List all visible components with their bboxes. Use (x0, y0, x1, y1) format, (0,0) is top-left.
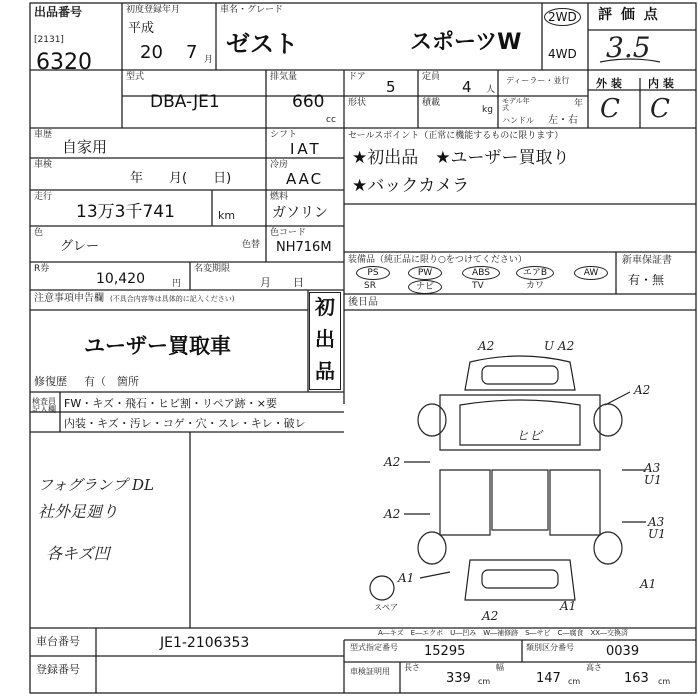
capacity-label: 定員 (422, 72, 441, 82)
displacement-label: 排気量 (270, 72, 298, 82)
mileage-label: 走行 (34, 192, 53, 202)
width: 147 (536, 671, 561, 686)
lot-code: [2131] (34, 35, 64, 45)
mark-rear-a1: A1 (560, 599, 577, 613)
equip-leather: カワ (526, 281, 545, 291)
handnote-1: フォグランプ DL (38, 476, 155, 494)
recycle-label: R券 (34, 264, 50, 274)
repair-label: 修復歴 (34, 375, 67, 388)
color-code: NH716M (276, 240, 332, 255)
stamp-char-1: 初 (315, 295, 335, 319)
spec-label: 車検証明用 (350, 667, 390, 676)
mileage: 13万3千741 (76, 202, 175, 222)
equip-tv: TV (472, 281, 484, 291)
door: 5 (386, 78, 396, 96)
mark-front-a2: A2 (478, 339, 495, 353)
name-grade-label: 車名・グレード (220, 5, 284, 15)
displacement: 660 (292, 92, 325, 112)
mark-windshield: ヒビ (516, 429, 543, 444)
mark-left-rear: A1 (398, 571, 415, 585)
handnote-3: 各キズ凹 (46, 544, 110, 563)
height: 163 (624, 671, 649, 686)
report-fw-row: FW・キズ・飛石・ヒビ割・リペア跡・×要 (64, 397, 277, 410)
mark-right-front-door: A3 U1 (644, 461, 662, 487)
rating: 3.5 (606, 31, 651, 64)
report-label: 検査員記入欄 (32, 397, 56, 414)
door-label: ドア (348, 72, 366, 82)
year-unit: 年 (574, 99, 584, 109)
equip-airbag: エアB (516, 266, 554, 280)
repair: 有（ 箇所 (84, 375, 139, 388)
exterior-label: 外 装 (596, 77, 622, 90)
model: DBA-JE1 (150, 92, 220, 112)
drive-2wd: 2WD (544, 8, 581, 26)
equip-navi: ナビ (408, 280, 442, 294)
sales-line-1: ★初出品 ★ユーザー買取り (352, 148, 570, 168)
ac: AAC (286, 170, 324, 188)
model-label: 型式 (126, 72, 145, 82)
model-year-label: モデル年式 (502, 97, 530, 112)
fuel-label: 燃料 (270, 192, 289, 202)
notes-text: ユーザー買取車 (84, 334, 231, 358)
mark-right-rear-door: A3 U1 (648, 515, 666, 541)
cc-unit: cc (326, 115, 336, 125)
mark-right-rear: A1 (640, 577, 657, 591)
rating-label: 評 価 点 (598, 7, 660, 23)
handle: 左・右 (548, 115, 578, 126)
warranty-label: 新車保証書 (622, 255, 672, 266)
fuel: ガソリン (272, 205, 328, 221)
kg-unit: kg (482, 105, 493, 115)
mark-right-front-a2: A2 (634, 383, 651, 397)
notes-label: 注意事項申告欄 (34, 293, 104, 304)
mark-left-rear-door: A2 (384, 507, 401, 521)
exterior-grade: C (600, 94, 620, 124)
drive-4wd: 4WD (548, 47, 577, 61)
capacity: 4 (462, 78, 472, 96)
load-label: 積載 (422, 98, 441, 108)
type-cert: 15295 (424, 644, 466, 659)
first-reg-label: 初度登録年月 (126, 5, 181, 15)
width-label: 幅 (496, 663, 504, 672)
interior-label: 内 装 (648, 77, 674, 90)
ac-label: 冷房 (270, 160, 289, 170)
history: 自家用 (62, 138, 108, 156)
lot-no: 6320 (36, 50, 92, 75)
first-listing-stamp (309, 292, 341, 390)
height-label: 高さ (586, 663, 602, 672)
name-change: 月 日 (260, 276, 304, 289)
stamp-char-2: 出 (315, 327, 335, 351)
rear-seat-label: 後日品 (348, 297, 378, 308)
length-label: 長さ (404, 663, 420, 672)
chassis-label: 車台番号 (36, 635, 80, 648)
yen-unit: 円 (172, 279, 182, 289)
month-unit: 月 (204, 55, 214, 65)
color: グレー (60, 239, 100, 254)
inspection: 年 月( 日) (130, 171, 232, 186)
interior-grade: C (650, 94, 670, 124)
shift: IAT (290, 140, 322, 158)
mark-rear-a2: A2 (482, 609, 499, 623)
equip-sr: SR (364, 281, 376, 291)
height-unit: cm (658, 677, 671, 686)
equip-pw: PW (408, 266, 442, 280)
shape-label: 形状 (348, 98, 367, 108)
notes-sub: (不具合内容等は具体的に記入ください) (110, 295, 235, 303)
car-body-diagram (370, 356, 646, 600)
warranty: 有・無 (628, 273, 665, 287)
sales-label: セールスポイント（正常に機能するものに限ります） (348, 131, 564, 141)
car-name: ゼスト (226, 30, 298, 58)
equip-aw: AW (574, 266, 608, 280)
history-label: 車歴 (34, 130, 53, 140)
inspection-label: 車検 (34, 160, 53, 170)
month: 7 (186, 42, 198, 63)
color-change-label: 色替 (242, 240, 261, 250)
name-change-label: 名変期限 (194, 264, 231, 274)
equip-ps: PS (356, 266, 390, 280)
shift-label: シフト (270, 130, 298, 140)
stamp-char-3: 品 (315, 359, 335, 383)
type-cert-label: 型式指定番号 (350, 643, 398, 652)
sales-line-2: ★バックカメラ (352, 176, 470, 196)
chassis-no: JE1-2106353 (160, 635, 250, 651)
length: 339 (446, 671, 471, 686)
width-unit: cm (568, 677, 581, 686)
mark-left-front-door: A2 (384, 455, 401, 469)
km-unit: km (218, 209, 236, 222)
handnote-2: 社外足廻り (38, 502, 119, 521)
category-label: 類別区分番号 (526, 643, 574, 652)
dealer-label: ディーラー・並行 (506, 76, 570, 85)
grade: スポーツW (410, 30, 522, 55)
color-code-label: 色コード (270, 228, 307, 238)
recycle: 10,420 (96, 271, 145, 287)
equip-abs: ABS (462, 266, 500, 280)
person-unit: 人 (486, 85, 496, 95)
era: 平成 (128, 21, 155, 36)
lot-no-label: 出品番号 (34, 5, 83, 19)
report-interior-row: 内装・キズ・汚レ・コゲ・穴・スレ・キレ・破レ (64, 417, 306, 430)
spare-label: スペア (374, 603, 398, 612)
damage-legend: A―キズ E―エクボ U―凹み W―補修跡 S―サビ C―腐食 XX―交換済 (378, 629, 629, 637)
registration-label: 登録番号 (36, 663, 80, 676)
mark-front-ua2: U A2 (544, 339, 575, 353)
handle-label: ハンドル (502, 116, 534, 125)
length-unit: cm (478, 677, 491, 686)
equipment-label: 装備品（純正品に限り○をつけてください） (348, 255, 527, 265)
color-label: 色 (34, 228, 44, 238)
year: 20 (140, 42, 163, 63)
category: 0039 (606, 644, 640, 659)
